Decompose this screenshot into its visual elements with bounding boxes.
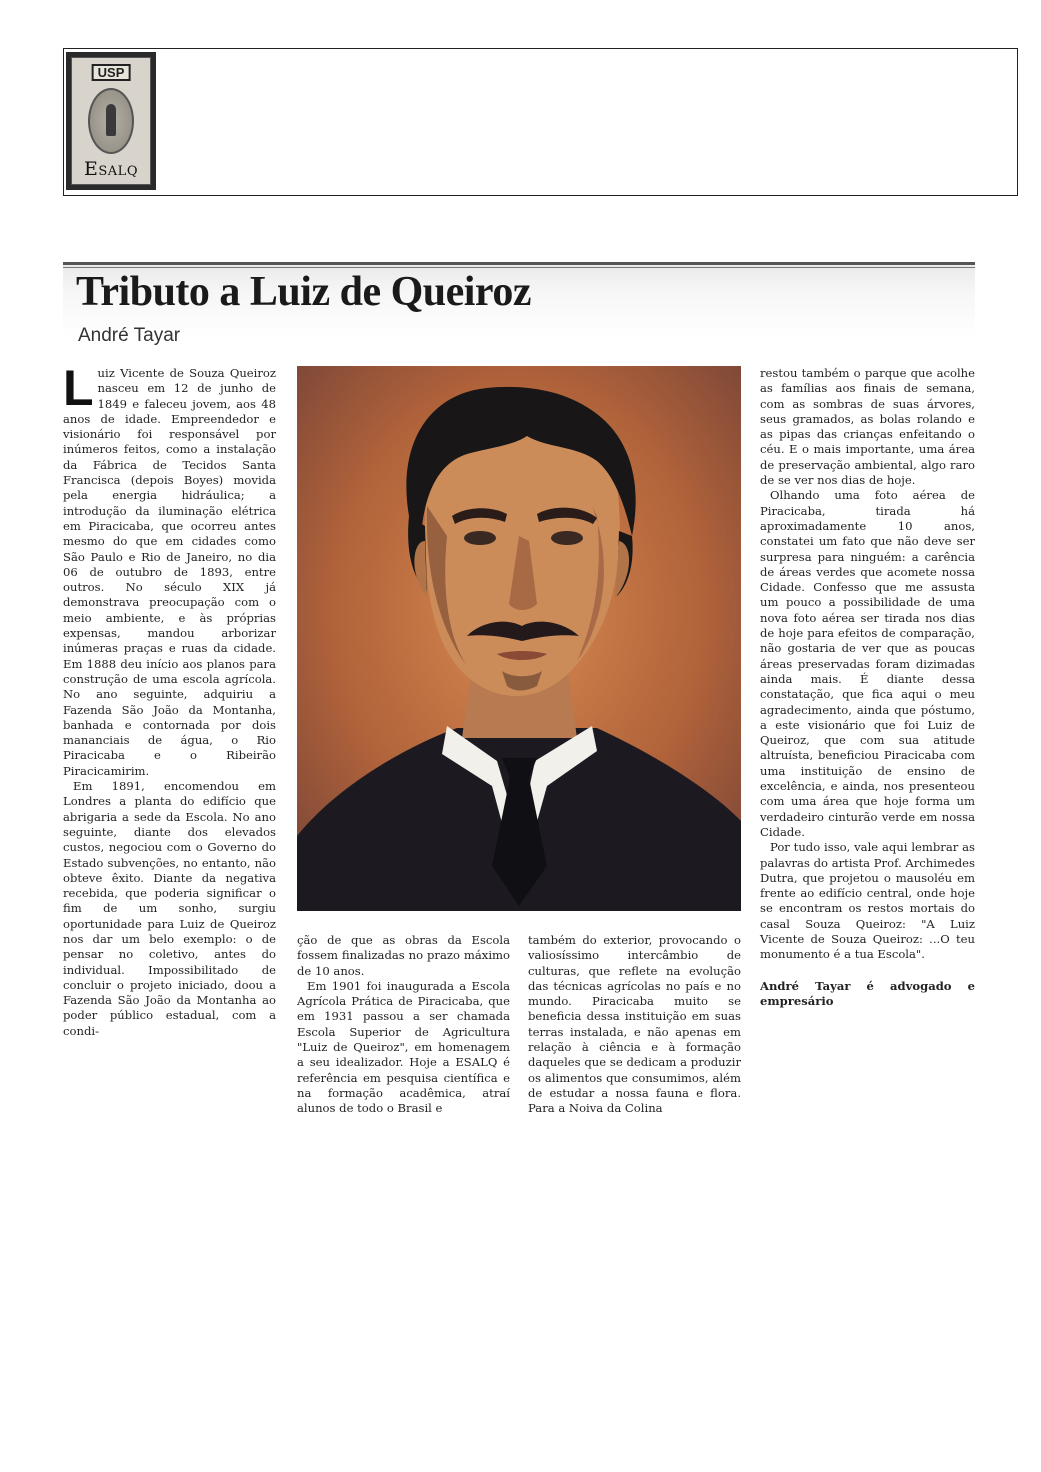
paragraph: Olhando uma foto aérea de Piracicaba, tirada há aproximadamente 10 anos, constatei um fato que não deve ser surpresa para ninguém: a carência de áreas verdes que acomete nossa Cidade. Confesso que me assusta um pouco a possibilidade de uma nova foto aérea ser tirada nos dias de hoje para efeitos de comparação, não gostaria de ver que as poucas áreas preservadas foram dizimadas ainda mais. É diante dessa constatação, que fica aqui o meu agradecimento, ainda que póstumo, a este visionário que foi Luiz de Queiroz, que com sua atitude altruísta, beneficiou Piracicaba com uma instituição de ensino de excelência, e ainda, nos presenteou com uma área que hoje forma um verdadeiro cinturão verde em nossa Cidade. [760, 488, 975, 839]
article-column-1 [63, 360, 276, 1039]
paragraph: ção de que as obras da Escola fossem finalizadas no prazo máximo de 10 anos. [297, 933, 510, 978]
title-rule [63, 262, 975, 265]
article-column-3 [528, 933, 741, 1117]
paragraph: Em 1891, encomendou em Londres a planta do edifício que abrigaria a sede da Escola. No ano seguinte, diante dos elevados custos, negociou com o Governo do Estado subvenções, no entanto, não obteve êxito. Diante da negativa recebida, que poderia significar o fim de um sonho, surgiu oportunidade para Luiz de Queiroz nos dar um belo exemplo: o de pensar no coletivo, antes do individual. Impossibilitado de concluir o projeto iniciado, doou a Fazenda São João da Montanha ao poder público estadual, com a condi- [63, 779, 276, 1038]
logo-esalq-text [72, 158, 150, 180]
paragraph [63, 360, 276, 779]
portrait-svg [297, 366, 741, 911]
article-column-4 [760, 366, 975, 1009]
logo-esalq-initial: E [84, 158, 99, 180]
header-frame [63, 48, 1018, 196]
article-title: Tributo a Luiz de Queiroz [76, 269, 531, 315]
paragraph: Em 1901 foi inaugurada a Escola Agrícola Prática de Piracicaba, que em 1931 passou a ser chamada Escola Superior de Agricultura "Luiz de Queiroz", em homenagem a seu idealizador. Hoje a ESALQ é referência em pesquisa científica e na formação acadêmica, atraí alunos de todo o Brasil e [297, 978, 510, 1116]
article-byline: André Tayar [78, 325, 181, 346]
paragraph: restou também o parque que acolhe as famílias aos finais de semana, com as sombras de suas árvores, seus gramados, as bolas rolando e as pipas das crianças enfeitando o céu. E o mais importante, uma área de preservação ambiental, algo raro de se ver nos dias de hoje. [760, 366, 975, 488]
article-column-2 [297, 933, 510, 1117]
author-signoff: André Tayar é advogado e empresário [760, 978, 975, 1008]
drop-cap: L [63, 360, 94, 416]
logo-usp-text: USP [92, 64, 131, 81]
logo-esalq-rest: SALQ [98, 164, 138, 179]
statue-figure-icon [106, 104, 116, 136]
logo-inner [71, 57, 151, 185]
portrait-illustration [297, 366, 741, 911]
paragraph: também do exterior, provocando o valiosíssimo intercâmbio de culturas, que reflete na evolução das técnicas agrícolas no país e no mundo. Piracicaba muito se beneficia dessa instituição em suas terras instalada, e não apenas em relação à ciência e à formação daqueles que se dedicam a produzir os alimentos que consumimos, além de estudar a nossa fauna e flora. Para a Noiva da Colina [528, 933, 741, 1116]
medallion-icon [88, 88, 134, 154]
portrait-eye-left [464, 531, 496, 545]
esalq-logo [66, 52, 156, 190]
paragraph-text: uiz Vicente de Souza Queiroz nasceu em 12 de junho de 1849 e faleceu jovem, aos 48 anos de idade. Empreendedor e visionário foi responsável por inúmeros feitos, como a instalação da Fábrica de Tecidos Santa Francisca (depois Boyes) movida pela energia hidráulica; a introdução da iluminação elétrica em Piracicaba, que ocorreu antes mesmo do que em cidades como São Paulo e Rio de Janeiro, no dia 06 de outubro de 1893, entre outros. No século XIX já demonstrava preocupação com o meio ambiente, e às próprias expensas, mandou arborizar inúmeras praças e ruas da cidade. Em 1888 deu início aos planos para construção de uma escola agrícola. No ano seguinte, adquiriu a Fazenda São João da Montanha, banhada e contornada por dois mananciais de água, o Rio Piracicaba e o Ribeirão Piracicamirim. [63, 366, 276, 778]
portrait-eye-right [551, 531, 583, 545]
paragraph: Por tudo isso, vale aqui lembrar as palavras do artista Prof. Archimedes Dutra, que projetou o mausoléu em frente ao edifício central, onde hoje se encontram os restos mortais do casal Souza Queiroz: "A Luiz Vicente de Souza Queiroz: ...O teu monumento é a tua Escola". [760, 840, 975, 962]
